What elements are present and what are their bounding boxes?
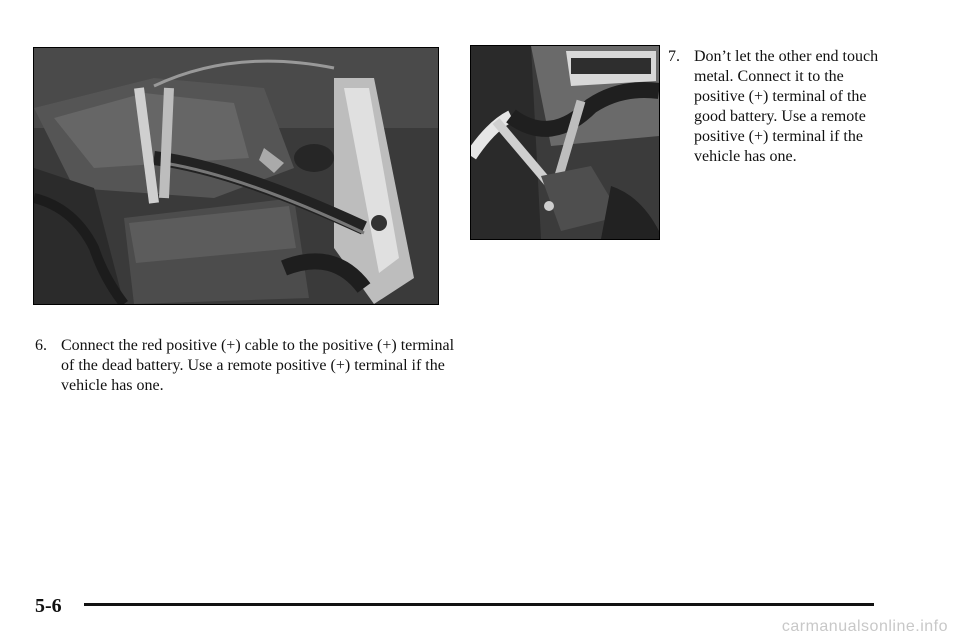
- step-6: [35, 336, 455, 396]
- step-number: 6.: [35, 337, 47, 354]
- page-number: 5-6: [35, 595, 62, 617]
- dead-battery-photo: [33, 47, 439, 305]
- footer-rule: [84, 603, 874, 606]
- step-text: Connect the red positive (+) cable to the positive (+) terminal of the dead battery. Use a remote positive (+) terminal if the vehicle has one.: [61, 337, 455, 394]
- good-battery-photo: [470, 45, 660, 240]
- good-battery-illustration: [471, 46, 659, 239]
- step-7: [668, 47, 898, 167]
- step-number: 7.: [668, 48, 680, 65]
- step-text: Don’t let the other end touch metal. Connect it to the positive (+) terminal of the good battery. Use a remote positive (+) terminal if the vehicle has one.: [694, 48, 879, 165]
- watermark: carmanualsonline.info: [781, 618, 948, 635]
- engine-bay-illustration: [34, 48, 438, 304]
